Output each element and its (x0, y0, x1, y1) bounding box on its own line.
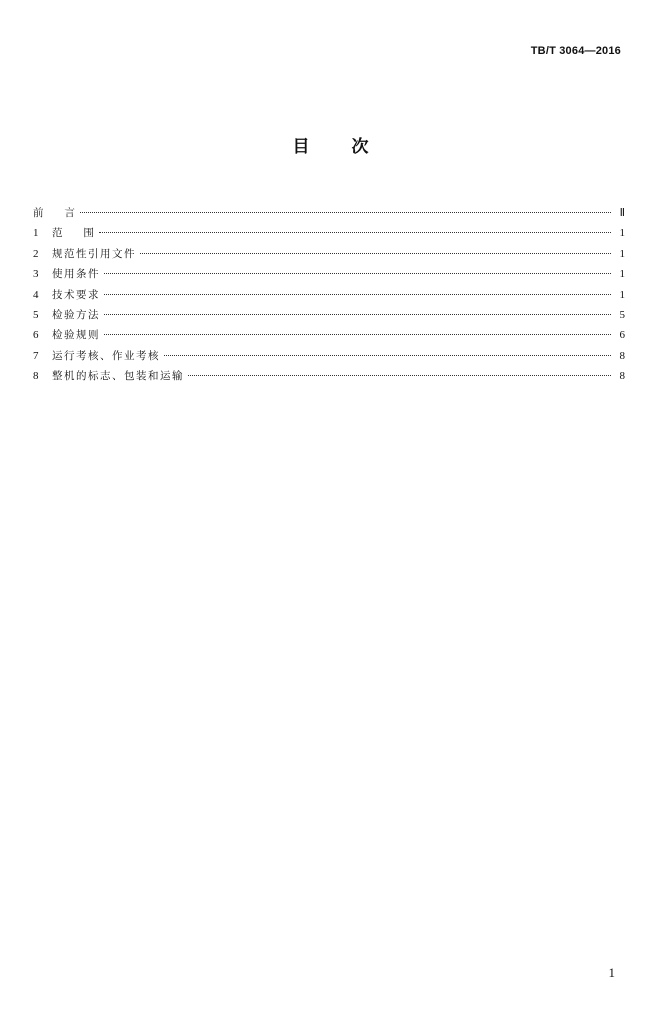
toc-entry-foreword[interactable] (33, 205, 625, 225)
dot-leader (164, 355, 611, 356)
entry-label: 整机的标志、包装和运输 (52, 370, 184, 383)
page-number: 1 (608, 965, 615, 980)
entry-page-number: 1 (619, 227, 625, 240)
dot-leader (188, 375, 611, 376)
toc-entry-operation-assessment[interactable] (33, 348, 625, 368)
entry-number: 3 (33, 268, 39, 281)
toc-entry-scope[interactable] (33, 225, 625, 245)
entry-number: 4 (33, 288, 39, 301)
toc-title-char: 次 (351, 137, 369, 157)
dot-leader (80, 212, 611, 213)
entry-number: 5 (33, 308, 39, 321)
toc-entry-requirements[interactable] (33, 287, 625, 307)
entry-number: 7 (33, 349, 39, 362)
entry-page-number: 6 (619, 329, 625, 342)
entry-label: 技术要求 (52, 288, 100, 301)
entry-label: 检验规则 (52, 329, 100, 342)
entry-label: 规范性引用文件 (52, 247, 136, 260)
entry-page-number: Ⅱ (619, 207, 625, 219)
toc-entry-inspection-rules[interactable] (33, 327, 625, 347)
dot-leader (104, 334, 611, 335)
toc-title-char: 目 (292, 137, 310, 157)
entry-page-number: 8 (619, 349, 625, 362)
entry-label: 使用条件 (52, 268, 100, 281)
entry-label: 范 围 (52, 227, 96, 240)
toc-title (0, 132, 661, 157)
entry-label: 运行考核、作业考核 (52, 349, 160, 362)
table-of-contents (33, 205, 625, 389)
toc-entry-conditions[interactable] (33, 266, 625, 286)
entry-label: 前 言 (33, 207, 77, 219)
dot-leader (140, 253, 611, 254)
entry-page-number: 5 (619, 308, 625, 321)
entry-page-number: 1 (619, 288, 625, 301)
dot-leader (99, 232, 611, 233)
entry-page-number: 1 (619, 268, 625, 281)
toc-entry-test-methods[interactable] (33, 307, 625, 327)
entry-number: 8 (33, 370, 39, 383)
entry-page-number: 8 (619, 370, 625, 383)
entry-label: 检验方法 (52, 308, 100, 321)
dot-leader (104, 294, 611, 295)
entry-page-number: 1 (619, 247, 625, 260)
entry-number: 6 (33, 329, 39, 342)
entry-number: 2 (33, 247, 39, 260)
standard-code: TB/T 3064—2016 (530, 45, 621, 57)
toc-entry-normative-references[interactable] (33, 246, 625, 266)
dot-leader (104, 314, 611, 315)
toc-entry-marking-packaging[interactable] (33, 368, 625, 388)
dot-leader (104, 273, 611, 274)
entry-number: 1 (33, 227, 39, 240)
